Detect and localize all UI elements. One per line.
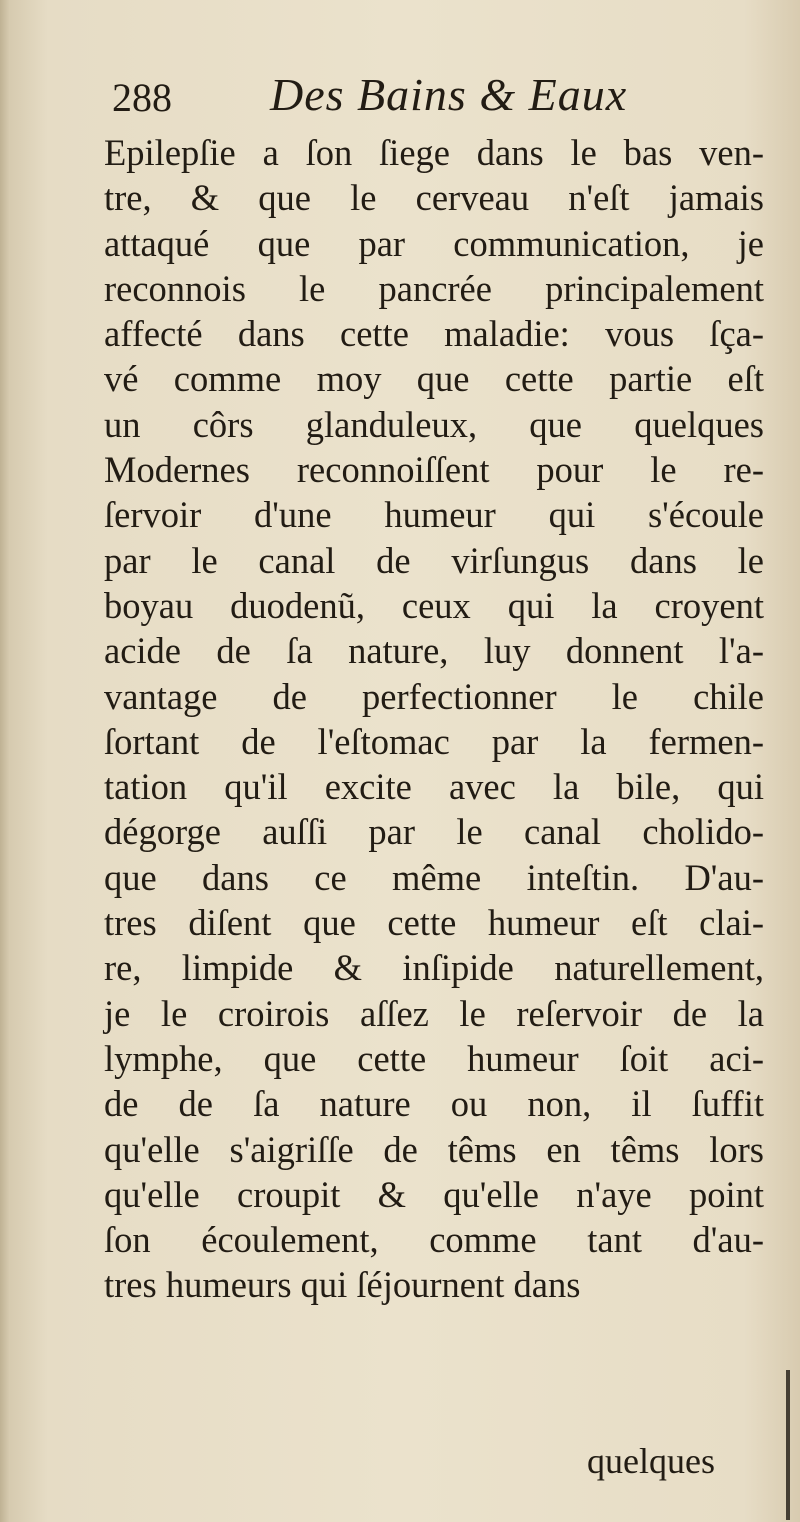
- text-line: reconnois le pancrée principalement: [104, 267, 764, 309]
- text-line: tation qu'il excite avec la bile, qui: [104, 766, 764, 808]
- text-line: tres diſent que cette humeur eſt clai-: [104, 902, 764, 944]
- text-line: que dans ce même inteſtin. D'au-: [104, 856, 764, 898]
- text-line: affecté dans cette maladie: vous ſça-: [104, 313, 764, 355]
- text-line: un côrs glanduleux, que quelques: [104, 403, 764, 445]
- text-line: acide de ſa nature, luy donnent l'a-: [104, 630, 764, 672]
- text-line: Epilepſie a ſon ſiege dans le bas ven-: [104, 132, 764, 173]
- text-line: attaqué que par communication, je: [104, 222, 764, 264]
- text-line: dégorge auſſi par le canal cholido-: [104, 811, 764, 853]
- text-line: tres humeurs qui ſéjournent dans: [104, 1264, 581, 1306]
- text-line: qu'elle s'aigriſſe de têms en têms lors: [104, 1128, 764, 1170]
- running-head: [112, 68, 752, 128]
- body-text: [104, 130, 764, 1308]
- text-line: ſon écoulement, comme tant d'au-: [104, 1219, 764, 1261]
- text-line: Modernes reconnoiſſent pour le re-: [104, 449, 764, 491]
- text-line: de de ſa nature ou non, il ſuffit: [104, 1083, 764, 1125]
- page-gutter-shadow: [0, 0, 10, 1522]
- text-line: par le canal de virſungus dans le: [104, 539, 764, 581]
- text-line: vantage de perfectionner le chile: [104, 675, 764, 717]
- text-line: re, limpide & inſipide naturellement,: [104, 947, 764, 989]
- running-title: Des Bains & Eaux: [270, 69, 628, 120]
- catchword: quelques: [587, 1441, 715, 1481]
- text-line: lymphe, que cette humeur ſoit aci-: [104, 1037, 764, 1079]
- text-line: ſervoir d'une humeur qui s'écoule: [104, 494, 764, 536]
- text-line: vé comme moy que cette partie eſt: [104, 358, 764, 400]
- page-edge-mark: [786, 1370, 790, 1520]
- text-line: je le croirois aſſez le reſervoir de la: [104, 992, 764, 1034]
- text-line: ſortant de l'eſtomac par la fermen-: [104, 720, 764, 762]
- page-number: 288: [112, 75, 172, 120]
- text-line: qu'elle croupit & qu'elle n'aye point: [104, 1173, 764, 1215]
- text-line: tre, & que le cerveau n'eſt jamais: [104, 177, 764, 219]
- text-line: boyau duodenũ, ceux qui la croyent: [104, 584, 764, 626]
